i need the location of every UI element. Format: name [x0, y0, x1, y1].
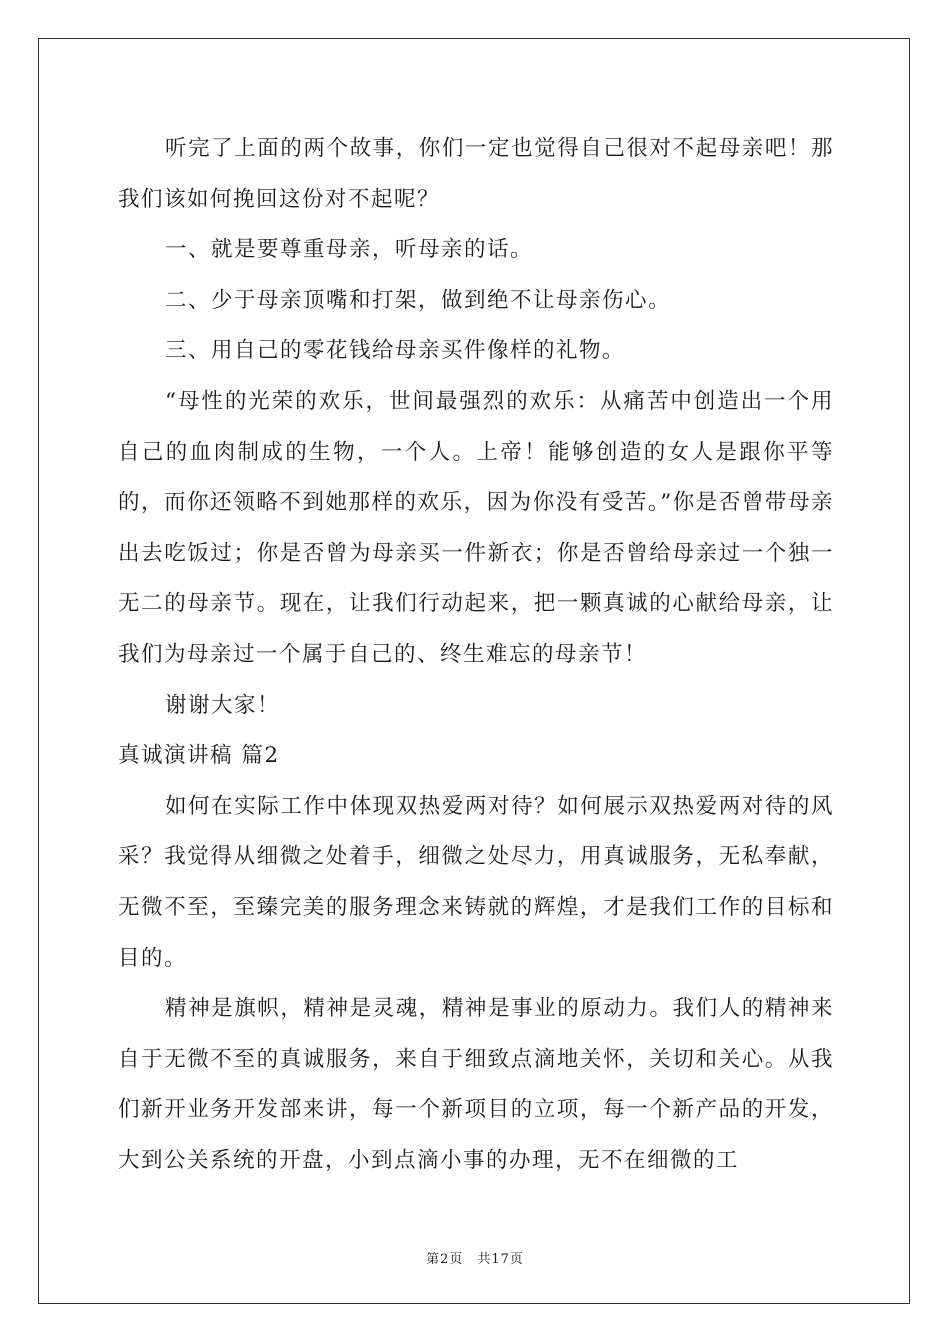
document-body: [118, 124, 834, 1186]
paragraph: 三、用自己的零花钱给母亲买件像样的礼物。: [165, 338, 626, 364]
page-number-footer: 第2页 共17页: [426, 1252, 524, 1267]
paragraph: 一、就是要尊重母亲，听母亲的话。: [165, 237, 534, 263]
section-heading: 真诚演讲稿 篇2: [118, 743, 280, 769]
paragraph: 精神是旗帜，精神是灵魂，精神是事业的原动力。我们人的精神来自于无微不至的真诚服务，来自于细致点滴地关怀，关切和关心。从我们新开业务开发部来讲，每一个新项目的立项，每一个新产品的开发，大到公关系统的开盘，小到点滴小事的办理，无不在细微的工: [118, 996, 834, 1173]
paragraph: 如何在实际工作中体现双热爱两对待？如何展示双热爱两对待的风采？我觉得从细微之处着手，细微之处尽力，用真诚服务，无私奉献，无微不至，至臻完美的服务理念来铸就的辉煌，才是我们工作的目标和目的。: [118, 793, 834, 971]
paragraph: 听完了上面的两个故事，你们一定也觉得自己很对不起母亲吧！那我们该如何挽回这份对不起呢？: [118, 136, 834, 212]
paragraph: 二、少于母亲顶嘴和打架，做到绝不让母亲伤心。: [165, 287, 672, 313]
paragraph: “母性的光荣的欢乐，世间最强烈的欢乐：从痛苦中创造出一个用自己的血肉制成的生物，一个人。上帝！能够创造的女人是跟你平等的，而你还领略不到她那样的欢乐，因为你没有受苦。”你是否曾带母亲出去吃饭过；你是否曾为母亲买一件新衣；你是否曾给母亲过一个独一无二的母亲节。现在，让我们行动起来，把一颗真诚的心献给母亲，让我们为母亲过一个属于自己的、终生难忘的母亲节！: [118, 388, 834, 667]
paragraph: 谢谢大家！: [165, 692, 281, 718]
